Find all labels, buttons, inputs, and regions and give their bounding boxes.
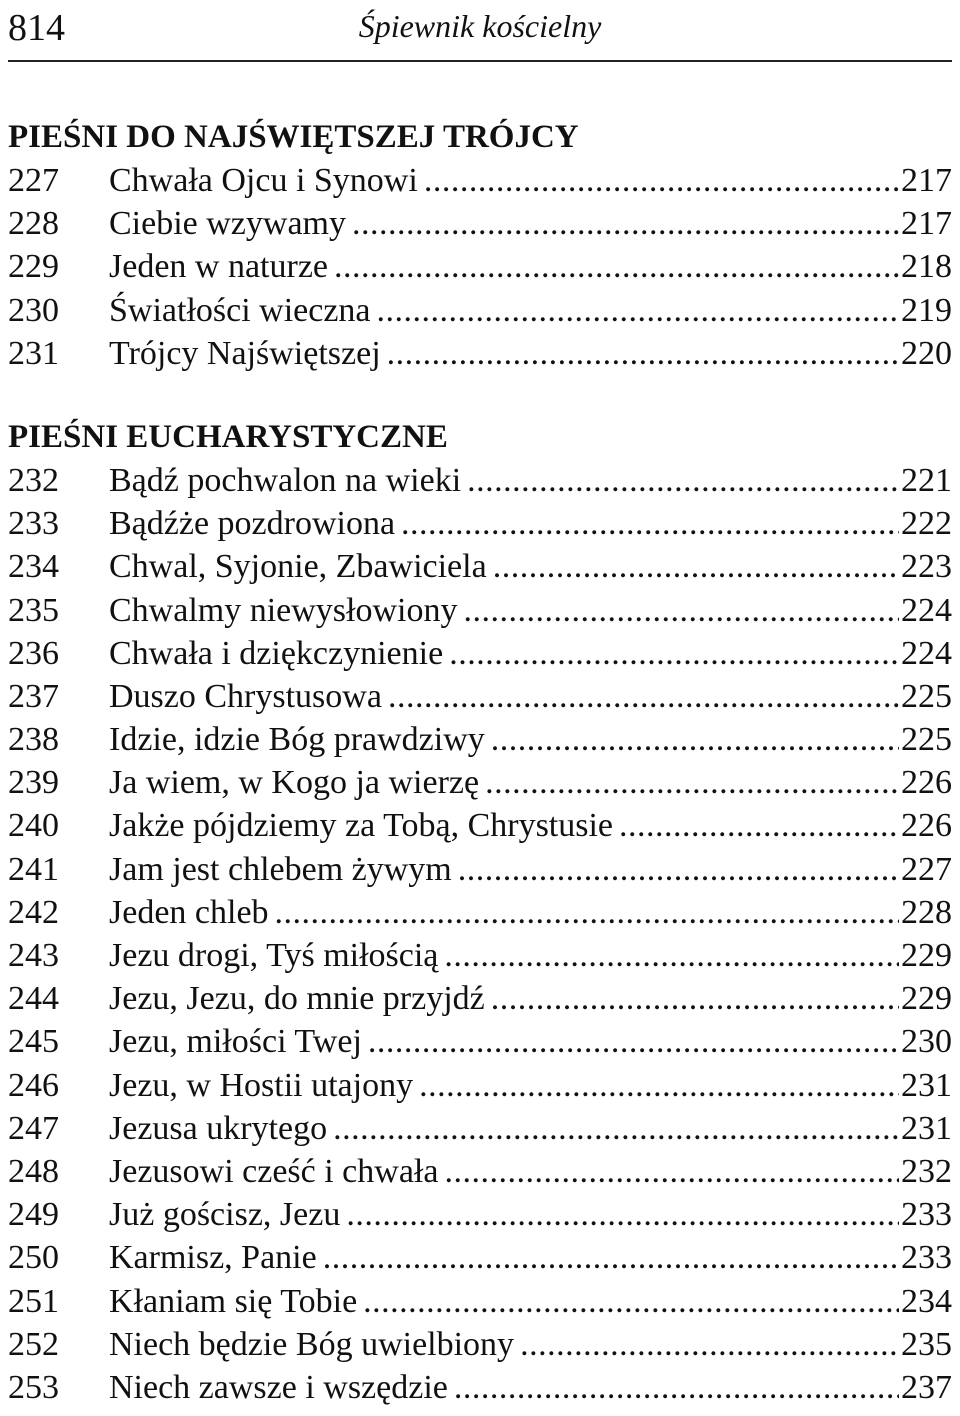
- page-reference: 224: [901, 591, 952, 629]
- song-title: Jeden w naturze: [109, 248, 329, 286]
- page-reference: 225: [901, 721, 952, 759]
- dot-leader: [333, 1107, 899, 1150]
- song-title: Idzie, idzie Bóg prawdziwy: [109, 721, 485, 759]
- song-number: 231: [8, 334, 59, 372]
- song-title: Jezu drogi, Tyś miłością: [109, 937, 439, 974]
- song-number: 247: [8, 1109, 59, 1147]
- page-reference: 223: [901, 548, 952, 586]
- song-title: Jakże pójdziemy za Tobą, Chrystusie: [109, 807, 614, 845]
- page-reference: 221: [901, 461, 952, 499]
- toc-entry: [8, 1323, 952, 1366]
- dot-leader: [323, 1236, 899, 1279]
- song-number: 244: [8, 980, 59, 1018]
- song-title: Chwała Ojcu i Synowi: [109, 162, 418, 199]
- page-reference: 226: [901, 807, 952, 845]
- song-number: 227: [8, 162, 59, 199]
- dot-leader: [334, 245, 899, 288]
- toc-entry: [8, 1193, 952, 1236]
- toc-entry: [8, 245, 952, 288]
- dot-leader: [352, 202, 899, 245]
- page-reference: 226: [901, 764, 952, 802]
- toc-entry: [8, 545, 952, 588]
- page-reference: 231: [901, 1066, 952, 1104]
- song-number: 242: [8, 893, 59, 931]
- page-reference: 233: [901, 1196, 952, 1234]
- toc-entry: [8, 589, 952, 632]
- toc-entry: [8, 1020, 952, 1063]
- song-title: Karmisz, Panie: [109, 1239, 317, 1277]
- page-reference: 235: [901, 1325, 952, 1363]
- toc-entry: [8, 1064, 952, 1107]
- dot-leader: [619, 804, 899, 847]
- toc-entry: [8, 332, 952, 375]
- song-title: Kłaniam się Tobie: [109, 1282, 358, 1320]
- page-reference: 233: [901, 1239, 952, 1277]
- song-title: Bądź pochwalon na wieki: [109, 461, 462, 499]
- song-number: 250: [8, 1239, 59, 1277]
- song-number: 229: [8, 248, 59, 286]
- page-reference: 222: [901, 505, 952, 543]
- page-reference: 234: [901, 1282, 952, 1320]
- song-title: Jezu, Jezu, do mnie przyjdź: [109, 980, 485, 1018]
- dot-leader: [346, 1193, 899, 1236]
- song-title: Duszo Chrystusowa: [109, 677, 382, 715]
- song-title: Ciebie wzywamy: [109, 205, 346, 243]
- dot-leader: [387, 332, 899, 375]
- running-title: Śpiewnik kościelny: [358, 8, 602, 44]
- song-number: 252: [8, 1325, 59, 1363]
- song-number: 230: [8, 291, 59, 329]
- page-reference: 217: [901, 162, 952, 199]
- song-number: 237: [8, 677, 59, 715]
- song-number: 246: [8, 1066, 59, 1104]
- page-reference: 232: [901, 1152, 952, 1190]
- song-number: 248: [8, 1152, 59, 1190]
- toc-entry: [8, 159, 952, 202]
- song-number: 245: [8, 1023, 59, 1061]
- toc-entry: [8, 934, 952, 977]
- page-reference: 225: [901, 677, 952, 715]
- dot-leader: [424, 159, 899, 202]
- toc-entry: [8, 675, 952, 718]
- song-title: Bądźże pozdrowiona: [109, 505, 396, 543]
- dot-leader: [401, 502, 899, 545]
- dot-leader: [493, 545, 899, 588]
- song-title: Jezusowi cześć i chwała: [109, 1152, 439, 1190]
- dot-leader: [388, 675, 899, 718]
- page-reference: 217: [901, 205, 952, 243]
- song-title: Jezu, w Hostii utajony: [109, 1066, 414, 1104]
- toc-section: [8, 416, 952, 1409]
- dot-leader: [368, 1020, 899, 1063]
- song-title: Światłości wieczna: [109, 291, 371, 329]
- song-number: 228: [8, 205, 59, 243]
- section-heading: PIEŚNI DO NAJŚWIĘTSZEJ TRÓJCY: [8, 119, 579, 155]
- song-title: Jezu, miłości Twej: [109, 1023, 362, 1061]
- toc-section: [8, 116, 952, 375]
- toc-entry: [8, 1366, 952, 1409]
- song-number: 238: [8, 721, 59, 759]
- toc-entry: [8, 459, 952, 502]
- dot-leader: [485, 761, 899, 804]
- toc-entry: [8, 718, 952, 761]
- page-reference: 229: [901, 980, 952, 1018]
- page-number: 814: [8, 7, 65, 49]
- song-number: 240: [8, 807, 59, 845]
- song-title: Niech będzie Bóg uwielbiony: [109, 1325, 515, 1363]
- page-reference: 237: [901, 1368, 952, 1406]
- song-number: 241: [8, 850, 59, 888]
- song-number: 253: [8, 1368, 59, 1406]
- dot-leader: [444, 934, 899, 977]
- page-reference: 229: [901, 937, 952, 974]
- song-title: Ja wiem, w Kogo ja wierzę: [109, 764, 480, 802]
- song-number: 239: [8, 764, 59, 802]
- toc-entry: [8, 891, 952, 934]
- song-title: Jeden chleb: [109, 893, 269, 931]
- toc-entry: [8, 1280, 952, 1323]
- dot-leader: [363, 1280, 899, 1323]
- page-reference: 227: [901, 850, 952, 888]
- page-reference: 230: [901, 1023, 952, 1061]
- dot-leader: [520, 1323, 899, 1366]
- song-title: Niech zawsze i wszędzie: [109, 1368, 448, 1406]
- toc-entry: [8, 804, 952, 847]
- table-of-contents: [8, 116, 952, 1409]
- toc-entry: [8, 1107, 952, 1150]
- toc-entry: [8, 1150, 952, 1193]
- page-reference: 228: [901, 893, 952, 931]
- page-reference: 224: [901, 634, 952, 672]
- song-number: 249: [8, 1196, 59, 1234]
- page-reference: 219: [901, 291, 952, 329]
- song-title: Już gościsz, Jezu: [109, 1196, 341, 1234]
- song-number: 234: [8, 548, 59, 586]
- toc-entry: [8, 1236, 952, 1279]
- song-number: 233: [8, 505, 59, 543]
- song-number: 243: [8, 937, 59, 974]
- dot-leader: [467, 459, 899, 502]
- toc-entry: [8, 202, 952, 245]
- song-number: 236: [8, 634, 59, 672]
- toc-entry: [8, 289, 952, 332]
- dot-leader: [449, 632, 899, 675]
- song-title: Chwalmy niewysłowiony: [109, 591, 458, 629]
- toc-entry: [8, 761, 952, 804]
- toc-entry: [8, 502, 952, 545]
- section-heading: PIEŚNI EUCHARYSTYCZNE: [8, 418, 448, 455]
- toc-entry: [8, 977, 952, 1020]
- dot-leader: [377, 289, 899, 332]
- dot-leader: [275, 891, 899, 934]
- song-title: Jam jest chlebem żywym: [109, 850, 452, 888]
- dot-leader: [491, 977, 899, 1020]
- page-reference: 220: [901, 334, 952, 372]
- dot-leader: [491, 718, 899, 761]
- song-title: Chwała i dziękczynienie: [109, 634, 444, 672]
- page-reference: 218: [901, 248, 952, 286]
- song-number: 251: [8, 1282, 59, 1320]
- dot-leader: [419, 1064, 899, 1107]
- dot-leader: [454, 1366, 899, 1409]
- page-header: [8, 0, 952, 62]
- toc-entry: [8, 632, 952, 675]
- dot-leader: [444, 1150, 899, 1193]
- song-number: 235: [8, 591, 59, 629]
- dot-leader: [463, 589, 899, 632]
- toc-entry: [8, 848, 952, 891]
- song-title: Jezusa ukrytego: [109, 1109, 328, 1147]
- song-number: 232: [8, 461, 59, 499]
- page-reference: 231: [901, 1109, 952, 1147]
- song-title: Trójcy Najświętszej: [109, 334, 381, 372]
- song-title: Chwal, Syjonie, Zbawiciela: [109, 548, 487, 586]
- dot-leader: [458, 848, 899, 891]
